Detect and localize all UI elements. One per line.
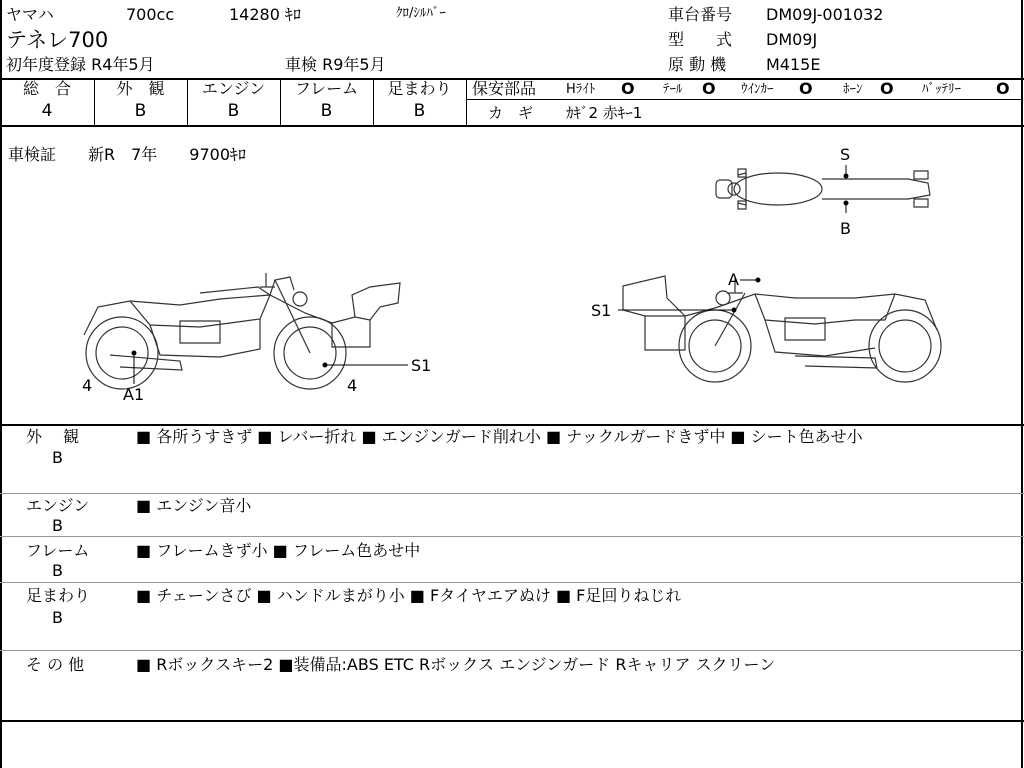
comments-bottom xyxy=(0,720,1024,722)
maker: ヤマハ xyxy=(6,5,54,24)
safety-headlight-label: Hﾗｲﾄ xyxy=(566,82,596,97)
right-mark-a: A xyxy=(728,270,739,289)
section-label-engine: エンジン xyxy=(26,496,90,515)
engine-model-label: 原 動 機 xyxy=(668,55,727,74)
section-grade-engine: B xyxy=(52,516,63,535)
grade-table-bottom xyxy=(0,125,1024,127)
section-grade-frame: B xyxy=(52,561,63,580)
row-divider-1 xyxy=(0,493,1024,494)
grade-label-overall: 総 合 xyxy=(22,79,71,98)
grade-label-frame: フレーム xyxy=(294,79,359,98)
section-label-exterior: 外 観 xyxy=(26,427,80,446)
safety-tail-mark: O xyxy=(702,79,716,98)
row-divider-3 xyxy=(0,582,1024,583)
row-divider-2 xyxy=(0,536,1024,537)
first-registration: 初年度登録 R4年5月 xyxy=(6,55,155,74)
frame-number: DM09J-001032 xyxy=(766,5,884,24)
safety-horn-mark: O xyxy=(880,79,894,98)
section-text-engine: ■ エンジン音小 xyxy=(136,496,252,515)
left-mark-front4: 4 xyxy=(347,376,358,395)
top-mark-b: B xyxy=(840,219,851,238)
safety-battery-label: ﾊﾞｯﾃﾘｰ xyxy=(922,82,961,97)
section-label-other: そ の 他 xyxy=(26,655,85,674)
inspection-expiry: 車検 R9年5月 xyxy=(285,55,386,74)
section-label-suspension: 足まわり xyxy=(26,586,91,605)
right-border xyxy=(1021,0,1023,768)
grade-sep-5 xyxy=(466,78,467,126)
top-motorcycle-diagram xyxy=(708,165,938,215)
mileage: 14280 ｷﾛ xyxy=(229,5,301,24)
grade-label-exterior: 外 観 xyxy=(116,79,165,98)
color: ｸﾛ/ｼﾙﾊﾞｰ xyxy=(396,6,446,21)
grade-value-frame: B xyxy=(320,101,333,121)
grade-label-engine: エンジン xyxy=(201,79,266,98)
left-mark-4: 4 xyxy=(82,376,93,395)
section-grade-suspension: B xyxy=(52,608,63,627)
grade-value-engine: B xyxy=(227,101,240,121)
grade-value-overall: 4 xyxy=(41,101,53,121)
key-label: カ ギ xyxy=(488,104,534,122)
key-value: ｶｷﾞ2 赤ｷｰ1 xyxy=(566,104,643,122)
safety-tail-label: ﾃｰﾙ xyxy=(663,82,683,97)
left-pointer-lines xyxy=(120,350,410,390)
top-mark-s: S xyxy=(840,145,851,164)
grade-value-exterior: B xyxy=(134,101,147,121)
engine-model-value: M415E xyxy=(766,55,821,74)
model-name: テネレ700 xyxy=(6,28,109,52)
row-divider-4 xyxy=(0,650,1024,651)
section-label-frame: フレーム xyxy=(26,541,90,560)
safety-headlight-mark: O xyxy=(621,79,635,98)
safety-title: 保安部品 xyxy=(472,79,537,98)
safety-divider xyxy=(467,99,1022,100)
type-value: DM09J xyxy=(766,30,818,49)
safety-battery-mark: O xyxy=(996,79,1010,98)
right-mark-s1: S1 xyxy=(591,301,612,320)
section-text-other: ■ Rボックスキー2 ■装備品:ABS ETC Rボックス エンジンガード Rキャリア スクリーン xyxy=(136,655,776,674)
right-pointer-lines xyxy=(612,272,772,322)
safety-horn-label: ﾎｰﾝ xyxy=(843,82,863,97)
safety-winker-label: ｳｲﾝｶｰ xyxy=(741,82,774,97)
frame-number-label: 車台番号 xyxy=(668,5,733,24)
inspection-certificate: 車検証 新R 7年 9700ｷﾛ xyxy=(8,145,247,164)
displacement: 700cc xyxy=(126,5,175,24)
section-text-suspension: ■ チェーンさび ■ ハンドルまがり小 ■ Fタイヤエアぬけ ■ F足回りねじれ xyxy=(136,586,682,605)
left-mark-a1: A1 xyxy=(123,385,145,404)
section-text-frame: ■ フレームきず小 ■ フレーム色あせ中 xyxy=(136,541,421,560)
grade-label-suspension: 足まわり xyxy=(387,79,452,98)
section-text-exterior: ■ 各所うすきず ■ レバー折れ ■ エンジンガード削れ小 ■ ナックルガードきず中 ■ シート色あせ小 xyxy=(136,427,863,446)
safety-winker-mark: O xyxy=(799,79,813,98)
grade-value-suspension: B xyxy=(413,101,426,121)
left-mark-s1: S1 xyxy=(411,356,432,375)
section-grade-exterior: B xyxy=(52,448,63,467)
comments-top xyxy=(0,424,1024,426)
type-label: 型 式 xyxy=(668,30,733,49)
